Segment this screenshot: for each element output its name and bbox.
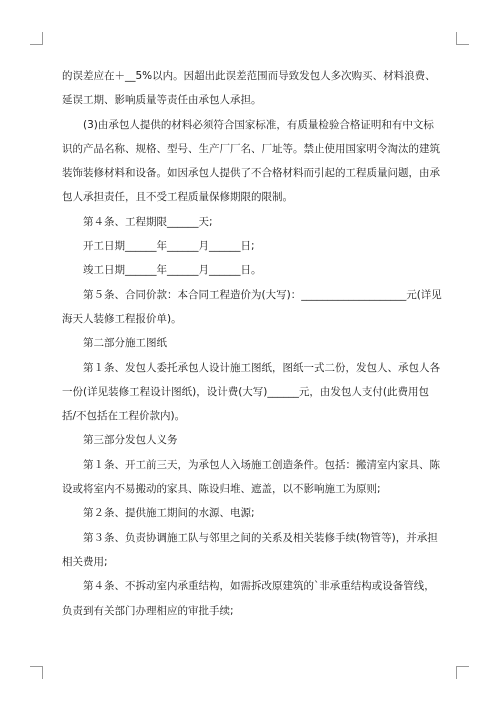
paragraph: 开工日期______年______月______日; — [83, 240, 255, 253]
section-heading: 第二部分施工图纸 — [83, 337, 167, 350]
corner-crop-mark — [30, 666, 43, 679]
paragraph: 的误差应在＋__5%以内。因超出此误差范围而导致发包人多次购买、材料浪费、延误工期、影响质量等责任由承包人承担。 — [62, 70, 436, 107]
paragraph: 第１条、开工前三天，为承包人入场施工创造条件。包括：搬清室内家具、陈设或将室内不易搬动的家具、陈设归堆、遮盖，以不影响施工为原则; — [62, 458, 440, 496]
paragraph: 第４条、不拆动室内承重结构，如需拆改原建筑的`非承重结构或设备管线，负责到有关部门办理相应的审批手续; — [62, 580, 435, 617]
paragraph: 第１条、发包人委托承包人设计施工图纸，图纸一式二份，发包人、承包人各一份(详见装修工程设计图纸)，设计费(大写)______元，由发包人支付(此费用包括/不包括在工程价款内)。 — [62, 361, 440, 423]
paragraph: 第３条、负责协调施工队与邻里之间的关系及相关装修手续(物管等)，并承担相关费用; — [62, 531, 438, 568]
paragraph: 第２条、提供施工期间的水源、电源; — [83, 507, 255, 520]
paragraph: 竣工日期______年______月______日。 — [83, 264, 262, 277]
corner-crop-mark — [456, 666, 469, 679]
document-body — [62, 64, 442, 623]
paragraph: (3)由承包人提供的材料必须符合国家标准，有质量检验合格证明和有中文标识的产品名称、规格、型号、生产厂厂名、厂址等。禁止使用国家明令淘汰的建筑装饰装修材料和设备。如因承包人提供了不合格材料而引起的工程质量问题，由承包人承担责任，且不受工程质量保修期限的限制。 — [62, 118, 440, 204]
corner-crop-mark — [30, 32, 43, 45]
paragraph: 第４条、工程期限______天; — [83, 215, 213, 228]
paragraph: 第５条、合同价款：本合同工程造价为(大写)：____________________元(详见海天人装修工程报价单)。 — [62, 288, 442, 325]
section-heading: 第三部分发包人义务 — [83, 434, 178, 447]
corner-crop-mark — [456, 32, 469, 45]
